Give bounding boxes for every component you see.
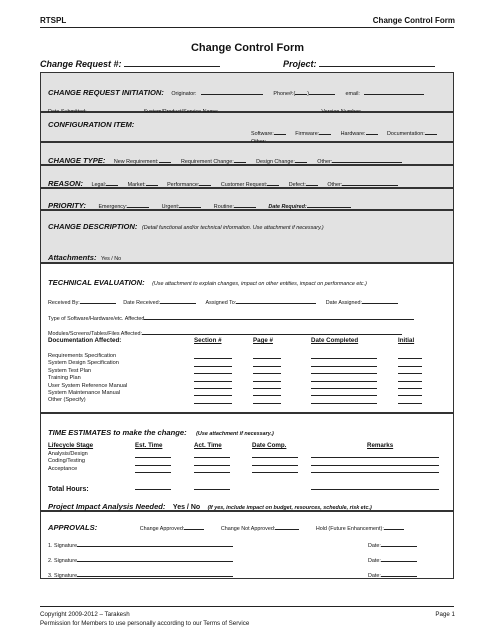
firmware-label: Firmware: (295, 131, 320, 137)
configuration-label: CONFIGURATION ITEM: (48, 120, 135, 129)
date-col-lines[interactable] (311, 352, 377, 404)
modules-affected-field[interactable] (142, 328, 402, 335)
project-label: Project: (283, 58, 435, 69)
doc-item: Other (Specify) (48, 397, 86, 404)
description-header (48, 216, 324, 234)
attachments-options[interactable]: Yes / No (100, 256, 122, 262)
phone-paren-close: ) (307, 91, 310, 97)
initial-col-lines[interactable] (398, 352, 422, 404)
change-not-approved-label: Change Not Approved: (220, 526, 276, 532)
col-date-comp: Date Comp. (252, 442, 287, 449)
date-required-label: Date Required: (268, 204, 307, 210)
col-est-time: Est. Time (135, 442, 163, 449)
initiation-row-1 (48, 82, 424, 100)
stage-item: Analysis/Design (48, 451, 88, 457)
signature-date-field[interactable] (381, 540, 417, 547)
technical-evaluation-section (40, 263, 454, 413)
reason-other-label: Other: (327, 182, 343, 188)
performance-label: Performance: (167, 182, 200, 188)
stage-item: Coding/Testing (48, 458, 86, 465)
date-required-field[interactable] (307, 201, 351, 208)
phone-field[interactable] (309, 88, 335, 95)
header-rule (40, 27, 454, 28)
col-date-completed: Date Completed (311, 337, 359, 344)
signature-date-3 (368, 564, 417, 582)
emergency-label: Emergency: (98, 204, 128, 210)
doc-item: System Test Plan (48, 367, 92, 374)
originator-label: Originator: (171, 91, 197, 97)
change-request-label: Change Request #: (40, 58, 220, 69)
date-assigned-field[interactable] (362, 297, 398, 304)
legal-field[interactable] (106, 179, 118, 186)
design-change-field[interactable] (295, 156, 307, 163)
estimates-label: TIME ESTIMATES to make the change: (48, 428, 187, 437)
signature-row-3 (48, 564, 233, 582)
urgent-label: Urgent: (161, 204, 180, 210)
legal-label: Legal: (91, 182, 107, 188)
signature-field[interactable] (77, 570, 233, 577)
doc-affected-label: Documentation Affected: (48, 337, 122, 344)
header-form-name: Change Control Form (372, 16, 455, 25)
urgent-field[interactable] (179, 201, 201, 208)
estimates-header (48, 422, 274, 440)
assigned-to-label: Assigned To: (205, 300, 237, 306)
routine-label: Routine: (213, 204, 234, 210)
doc-item: System Maintenance Manual (48, 389, 121, 396)
hardware-label: Hardware: (340, 131, 366, 137)
approvals-label: APPROVALS: (48, 523, 98, 532)
impact-note: (If yes, include impact on budget, resources, schedule, risk etc.) (207, 505, 372, 511)
project-field[interactable] (319, 58, 435, 67)
impact-label: Project Impact Analysis Needed: (48, 502, 166, 511)
defect-field[interactable] (306, 179, 318, 186)
design-change-label: Design Change: (256, 159, 295, 165)
change-type-section (40, 142, 454, 165)
signature-field[interactable] (77, 540, 233, 547)
approvals-row (48, 517, 404, 535)
configuration-section (40, 112, 454, 142)
documentation-label: Documentation: (386, 131, 425, 137)
total-hours-label: Total Hours: (48, 486, 89, 493)
market-field[interactable] (146, 179, 158, 186)
hardware-field[interactable] (366, 128, 378, 135)
impact-options[interactable]: Yes / No (172, 504, 201, 511)
priority-section (40, 188, 454, 210)
signature-field[interactable] (77, 555, 233, 562)
company-name: RTSPL (40, 16, 67, 25)
description-label: CHANGE DESCRIPTION: (48, 222, 138, 231)
signature-label: 3. Signature (48, 573, 78, 579)
reason-other-field[interactable] (342, 179, 398, 186)
requirement-change-field[interactable] (234, 156, 246, 163)
requirement-change-label: Requirement Change: (180, 159, 234, 165)
change-type-other-label: Other: (317, 159, 333, 165)
doc-item: Training Plan (48, 375, 81, 382)
documentation-field[interactable] (425, 128, 437, 135)
tech-label: TECHNICAL EVALUATION: (48, 278, 145, 287)
doc-list (48, 353, 127, 405)
change-type-other-field[interactable] (332, 156, 402, 163)
col-act-time: Act. Time (194, 442, 222, 449)
time-estimates-section (40, 413, 454, 511)
market-label: Market: (127, 182, 146, 188)
reason-section (40, 165, 454, 188)
emergency-field[interactable] (127, 201, 149, 208)
new-requirement-label: New Requirement: (113, 159, 159, 165)
date-comp-lines[interactable] (252, 451, 298, 473)
assigned-to-field[interactable] (236, 297, 316, 304)
type-affected-label: Type of Software/Hardware/etc. Affected (48, 316, 145, 322)
modules-affected-label: Modules/Screens/Tables/Files Affected: (48, 331, 142, 337)
email-label: email: (345, 91, 360, 97)
footer-rule (40, 606, 454, 607)
signature-label: 2. Signature (48, 558, 78, 564)
col-page: Page # (253, 337, 273, 344)
col-section: Section # (194, 337, 222, 344)
initiation-label: CHANGE REQUEST INITIATION: (48, 88, 164, 97)
section-col-lines[interactable] (194, 352, 232, 404)
doc-item: Requirements Specification (48, 353, 117, 359)
col-lifecycle-stage: Lifecycle Stage (48, 442, 94, 449)
footer-copyright: Copyright 2009-2012 – Tarakesh (40, 611, 130, 618)
tech-header (48, 272, 367, 290)
signature-date-field[interactable] (381, 570, 417, 577)
software-label: Software: (251, 131, 274, 137)
footer-permission: Permission for Members to use personally according to our Terms of Service (40, 620, 250, 627)
signature-date-label: Date: (368, 558, 381, 564)
page-col-lines[interactable] (253, 352, 281, 404)
tech-note: (Use attachment to explain changes, impact on other entities, impact on performance etc.) (152, 281, 367, 287)
signature-date-field[interactable] (381, 555, 417, 562)
stage-list (48, 451, 88, 473)
performance-field[interactable] (199, 179, 211, 186)
remarks-lines[interactable] (311, 451, 439, 473)
total-act-field[interactable] (194, 477, 230, 495)
stage-item: Acceptance (48, 465, 78, 472)
new-requirement-field[interactable] (159, 156, 171, 163)
change-approved-field[interactable] (184, 523, 204, 530)
estimates-note: (Use attachment if necessary.) (196, 431, 274, 437)
total-hours-row (48, 478, 89, 496)
act-time-lines[interactable] (194, 451, 230, 473)
hold-field[interactable] (384, 523, 404, 530)
received-by-label: Received By: (48, 300, 80, 306)
date-received-field[interactable] (160, 297, 196, 304)
col-initial: Initial (398, 337, 415, 344)
change-type-label: CHANGE TYPE: (48, 156, 106, 165)
description-note: (Detail functional and/or technical information. Use attachment if necessary.) (141, 225, 324, 231)
phone-paren-open: ( (293, 91, 296, 97)
date-received-label: Date Received: (123, 300, 161, 306)
doc-item: User System Reference Manual (48, 382, 128, 389)
priority-label: PRIORITY: (48, 201, 86, 210)
signature-date-label: Date: (368, 573, 381, 579)
customer-request-label: Customer Request: (220, 182, 268, 188)
email-field[interactable] (364, 88, 424, 95)
total-est-field[interactable] (135, 477, 171, 495)
description-section (40, 210, 454, 263)
change-not-approved-field[interactable] (275, 523, 299, 530)
page-title: Change Control Form (190, 42, 305, 54)
firmware-field[interactable] (319, 128, 331, 135)
defect-label: Defect: (288, 182, 306, 188)
change-approved-label: Change Approved: (139, 526, 185, 532)
date-assigned-label: Date Assigned: (325, 300, 363, 306)
approvals-section (40, 511, 454, 579)
routine-field[interactable] (234, 201, 256, 208)
footer-page-number: Page 1 (435, 611, 455, 618)
signature-date-label: Date: (368, 543, 381, 549)
type-affected-field[interactable] (144, 313, 414, 320)
customer-request-field[interactable] (267, 179, 279, 186)
hold-label: Hold (Future Enhancement): (315, 526, 384, 532)
reason-label: REASON: (48, 179, 84, 188)
phone-area-field[interactable] (295, 88, 310, 97)
received-by-field[interactable] (80, 297, 116, 304)
doc-item: System Design Specification (48, 360, 119, 367)
signature-label: 1. Signature (48, 543, 78, 549)
change-request-field[interactable] (124, 58, 220, 67)
est-time-lines[interactable] (135, 451, 171, 473)
phone-label: Phone#: (273, 91, 294, 97)
col-remarks: Remarks (367, 442, 394, 449)
initiation-section (40, 72, 454, 112)
attachments-label: Attachments: (48, 253, 97, 262)
originator-field[interactable] (201, 88, 263, 95)
total-remarks-field[interactable] (311, 477, 439, 495)
